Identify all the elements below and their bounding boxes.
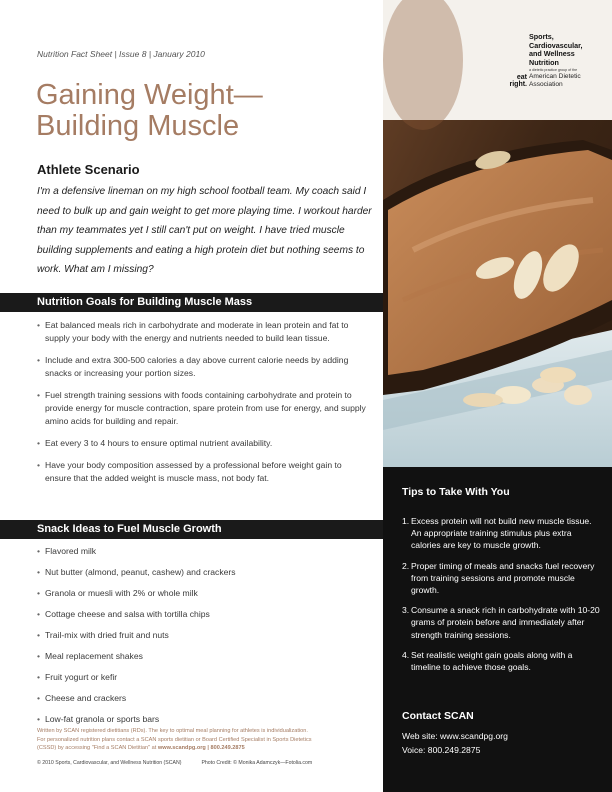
snack-item: • Nut butter (almond, peanut, cashew) and crackers — [37, 566, 367, 579]
goal-item: • Eat every 3 to 4 hours to ensure optimal nutrient availability. — [37, 437, 367, 450]
goal-item: • Fuel strength training sessions with foods containing carbohydrate and protein to provide energy for muscle contraction, spare protein from use for energy, and supply amino acids for building and repair. — [37, 389, 367, 428]
tips-list — [402, 515, 602, 681]
snack-item: • Fruit yogurt or kefir — [37, 671, 367, 684]
snack-item: • Low-fat granola or sports bars — [37, 713, 367, 726]
footer-note — [37, 727, 377, 753]
logo-line-2: Cardiovascular, — [529, 40, 583, 50]
scan-logo — [529, 33, 609, 88]
tip-item — [402, 649, 602, 673]
title-line-1: Gaining Weight— — [36, 79, 263, 111]
tips-heading: Tips to Take With You — [402, 486, 510, 498]
tip-number: 4. — [402, 649, 410, 660]
logo-ada-2: Association — [529, 80, 563, 88]
tip-number: 1. — [402, 516, 410, 526]
tip-text: Set realistic weight gain goals along with a timeline to achieve those goals. — [411, 649, 573, 673]
scenario-text: I'm a defensive lineman on my high school football team. My coach said I need to bulk up and gain weight to get more playing time. I workout harder than my teammates yet I still can't put on weight. I have tried muscle building supplements and eating a high protein diet but nothing seems to work. What am I missing? — [37, 186, 372, 276]
tip-text: Proper timing of meals and snacks fuel recovery from training sessions and promote muscle growth. — [411, 560, 595, 596]
goals-heading: Nutrition Goals for Building Muscle Mass — [0, 293, 383, 312]
logo-subtitle: a dietetic practice group of the — [529, 68, 578, 73]
tip-number: 3. — [402, 605, 410, 616]
snack-item: • Meal replacement shakes — [37, 650, 367, 663]
tip-item — [402, 515, 602, 552]
contact-heading: Contact SCAN — [402, 710, 474, 722]
copyright: © 2010 Sports, Cardiovascular, and Wellness Nutrition (SCAN) — [37, 760, 182, 766]
goal-item: • Have your body composition assessed by a professional before weight gain to ensure that the added weight is muscle mass, not body fat. — [37, 459, 367, 485]
logo-line-4: Nutrition — [529, 57, 559, 67]
logo-ada-1: American Dietetic — [529, 73, 581, 81]
footer-note-line-2: For personalized nutrition plans contact a SCAN sports dietitian or Board Certified Specialist in Sports Dietetics — [37, 736, 312, 743]
page-title — [36, 80, 376, 142]
contact-phone[interactable]: Voice: 800.249.2875 — [402, 745, 481, 755]
tips-panel — [383, 467, 612, 792]
tip-item — [402, 560, 602, 597]
snacks-list — [37, 545, 367, 734]
snacks-heading: Snack Ideas to Fuel Muscle Growth — [0, 520, 383, 539]
photo-credit: Photo Credit: © Monika Adamczyk—Fotolia.com — [201, 760, 313, 766]
snack-item: • Cottage cheese and salsa with tortilla chips — [37, 608, 367, 621]
snack-item: • Flavored milk — [37, 545, 367, 558]
goals-list — [37, 319, 367, 494]
eatright-logo — [508, 74, 527, 88]
snack-item: • Trail-mix with dried fruit and nuts — [37, 629, 367, 642]
scenario-heading: Athlete Scenario — [37, 162, 140, 177]
tip-text: Consume a snack rich in carbohydrate with 10-20 grams of protein before and immediately after strength training sessions. — [411, 605, 600, 640]
snack-item: • Cheese and crackers — [37, 692, 367, 705]
issue-line: Nutrition Fact Sheet | Issue 8 | January 2010 — [37, 49, 205, 59]
contact-website-link[interactable]: Web site: www.scandpg.org — [402, 731, 508, 741]
logo-line-3: and Wellness — [529, 49, 575, 59]
tip-item — [402, 604, 602, 641]
tip-number: 2. — [402, 560, 410, 571]
goal-item: • Include and extra 300-500 calories a day above current calorie needs by adding snacks or increasing your portion sizes. — [37, 354, 367, 380]
goal-item: • Eat balanced meals rich in carbohydrate and moderate in lean protein and fat to supply your body with the energy and nutrients needed to build lean tissue. — [37, 319, 367, 345]
footer-note-line-3: (CSSD) by accessing "Find a SCAN Dietitian" at — [37, 745, 157, 751]
logo-line-1: Sports, — [529, 32, 554, 41]
footer-credit — [37, 760, 377, 766]
footer-note-line-1: Written by SCAN registered dietitians (RDs). The key to optimal meal planning for athletes is individualization. — [37, 728, 308, 734]
footer-link[interactable]: www.scandpg.org | 800.249.2875 — [157, 745, 245, 751]
title-line-2: Building Muscle — [36, 110, 240, 142]
right-text: right. — [509, 81, 527, 88]
eat-text: eat — [516, 74, 527, 81]
snack-item: • Granola or muesli with 2% or whole milk — [37, 587, 367, 600]
tip-text: Excess protein will not build new muscle tissue. An appropriate training stimulus plus extra calories are key to muscle growth. — [411, 516, 592, 551]
